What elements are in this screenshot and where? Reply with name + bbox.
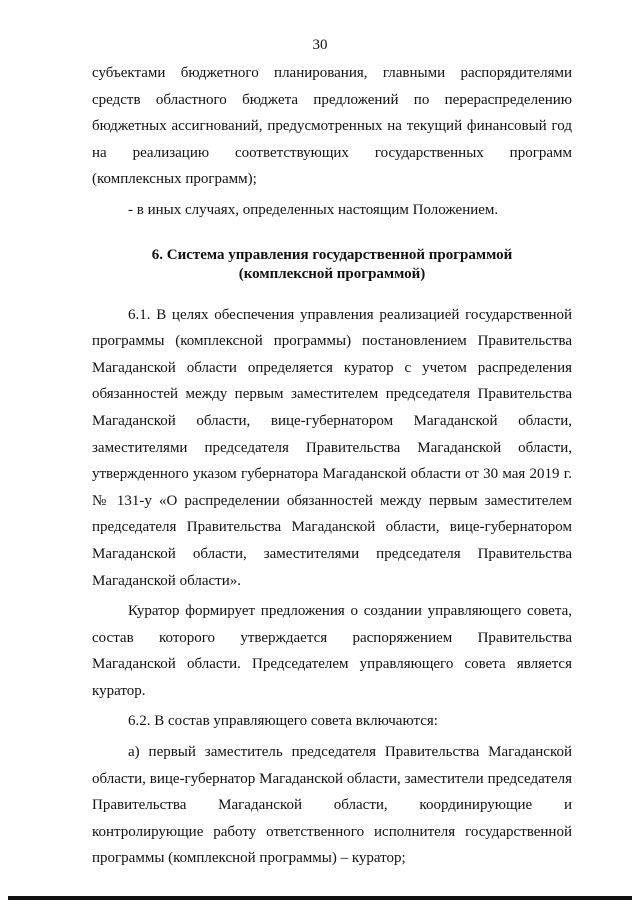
bottom-scan-edge bbox=[8, 896, 632, 900]
document-body bbox=[92, 60, 572, 872]
continuation-paragraph: субъектами бюджетного планирования, главными распорядителями средств областного бюджета предложений по перераспределению бюджетных ассигнований, предусмотренных на текущий финансовый год на реализацию соответствующих государственных программ (комплексных программ); bbox=[92, 65, 572, 188]
list-item-a: а) первый заместитель председателя Правительства Магаданской области, вице-губернатор Магаданской области, заместители председателя Правительства Магаданской области, координирующие и контролирующие работу ответственного исполнителя государственной программы (комплексной программы) – куратор; bbox=[92, 744, 572, 867]
section-heading-line-1: 6. Система управления государственной программой bbox=[151, 246, 513, 263]
paragraph-6-2: 6.2. В состав управляющего совета включаются: bbox=[128, 713, 438, 730]
page-number: 30 bbox=[312, 37, 328, 53]
paragraph-curator: Куратор формирует предложения о создании управляющего совета, состав которого утверждается распоряжением Правительства Магаданской области. Председателем управляющего совета является куратор. bbox=[92, 603, 572, 699]
paragraph-6-1: 6.1. В целях обеспечения управления реализацией государственной программы (комплексной программы) постановлением Правительства Магаданской области определяется куратор с учетом распределения обязанностей между первым заместителем председателя Правительства Магаданской области, вице-губернатором Магаданской области, заместителями председателя Правительства Магаданской области, утвержденного указом губернатора Магаданской области от 30 мая 2019 г. № 131-у «О распределении обязанностей между первым заместителем председателя Правительства Магаданской области, вице-губернатором Магаданской области, заместителями председателя Правительства Магаданской области». bbox=[92, 306, 572, 589]
section-heading bbox=[92, 246, 572, 284]
bullet-item-other-cases: - в иных случаях, определенных настоящим Положением. bbox=[128, 201, 499, 218]
section-heading-line-2: (комплексной программой) bbox=[238, 265, 426, 282]
